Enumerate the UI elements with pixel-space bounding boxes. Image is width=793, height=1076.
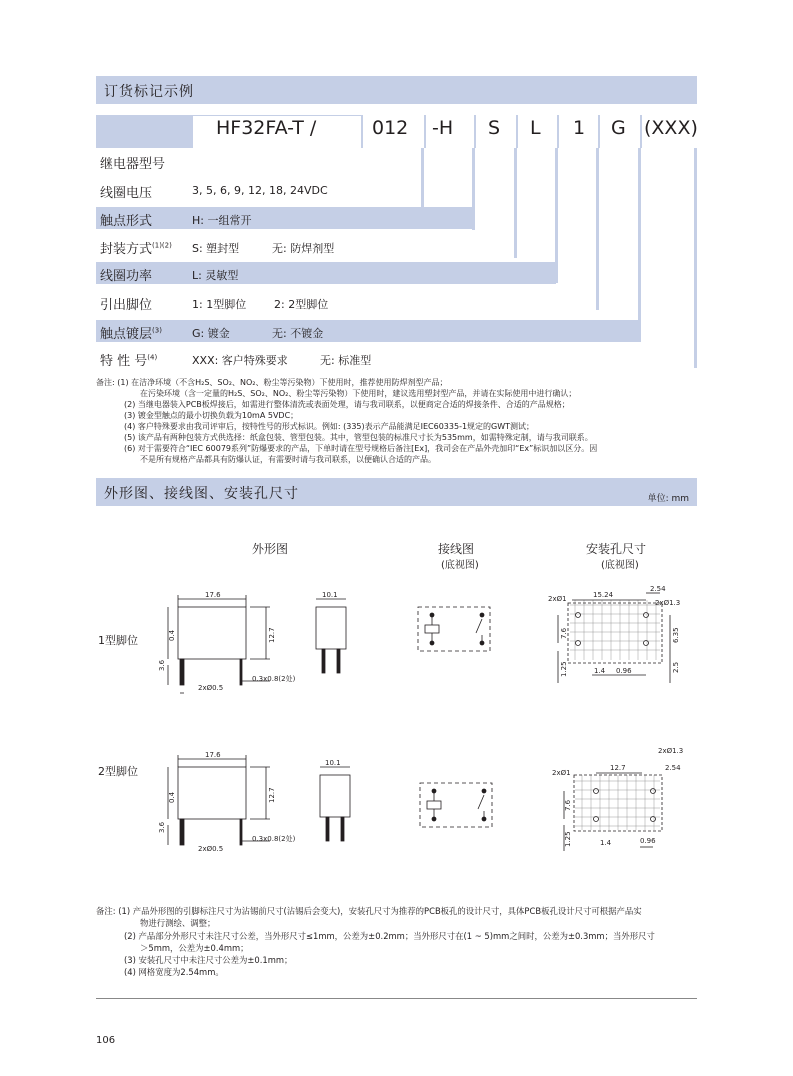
row-value: XXX: 客户特殊要求 xyxy=(192,354,288,367)
row-label xyxy=(100,238,172,257)
unit-label: 单位: mm xyxy=(647,494,689,504)
note-line: (2) 当继电器装入PCB板焊接后，如需进行整体清洗或表面处理，请与我司联系，以便商定合适的焊接条件、合适的产品规格； xyxy=(124,400,570,409)
dim-pin-1: 2xØ0.5 xyxy=(198,684,224,692)
code-pin: 1 xyxy=(573,117,586,139)
dim-pin-2: 2xØ0.5 xyxy=(198,845,224,853)
header-wiring-sub: (底视图) xyxy=(441,560,479,571)
section-header-ordering xyxy=(96,76,697,104)
code-contact: -H xyxy=(432,117,454,139)
row-plating xyxy=(96,320,641,342)
row-label xyxy=(100,350,157,369)
dim-04-1: 0.4 xyxy=(168,629,176,641)
note-line: 备注: (1) 产品外形图的引脚标注尺寸为沾锡前尺寸(沾锡后会变大)，安装孔尺寸为推荐的PCB板孔的设计尺寸，具体PCB板孔设计尺寸可根据产品实 xyxy=(96,906,642,916)
row-value-alt: 无: 标准型 xyxy=(320,354,372,367)
pin-type-2-label: 2型脚位 xyxy=(98,765,138,778)
header-mount: 安装孔尺寸 xyxy=(586,542,647,556)
row-label-text: 特 性 号 xyxy=(100,354,148,369)
dim-635: 6.35 xyxy=(672,627,680,643)
code-plating: G xyxy=(611,117,626,139)
dim-14-2: 1.4 xyxy=(600,839,612,847)
row-value: 1: 1型脚位 xyxy=(192,298,247,311)
dim-125-1: 1.25 xyxy=(560,661,568,677)
row-model xyxy=(96,150,193,172)
dim-36-2: 3.6 xyxy=(158,821,166,833)
code-model: HF32FA-T / xyxy=(216,117,317,139)
dim-096-2: 0.96 xyxy=(640,837,656,845)
code-special: (XXX) xyxy=(644,117,698,139)
code-sep xyxy=(516,115,518,148)
row-label: 线圈电压 xyxy=(100,186,153,201)
dimension-drawings xyxy=(150,585,710,885)
row-note-ref: (4) xyxy=(147,353,158,362)
note-line: (3) 安装孔尺寸中未注尺寸公差为±0.1mm； xyxy=(124,955,293,965)
row-value: H: 一组常开 xyxy=(192,214,252,227)
dim-width-1: 17.6 xyxy=(205,591,221,599)
connector-bar xyxy=(694,148,697,368)
code-sep xyxy=(640,115,642,148)
code-voltage: 012 xyxy=(372,117,409,139)
note-line: 不是所有规格产品都具有防爆认证，有需要时请与我司联系，以便确认合适的产品。 xyxy=(140,455,436,464)
note-line: (4) 客户特殊要求由我司评审后，按特性号的形式标识。例如: (335)表示产品能满足IEC60335-1规定的GWT测试； xyxy=(124,422,535,431)
dim-25: 2.5 xyxy=(672,661,680,673)
dim-096-1: 0.96 xyxy=(616,667,632,675)
section-title: 订货标记示例 xyxy=(104,84,194,100)
dim-pin2-2: 0.3x0.8(2处) xyxy=(252,835,296,843)
notes-dimensions xyxy=(96,906,697,986)
dim-height-1: 12.7 xyxy=(268,627,276,643)
dim-127: 12.7 xyxy=(610,764,626,772)
code-power: L xyxy=(530,117,541,139)
note-line: 备注: (1) 在洁净环境（不含H₂S、SO₂、NO₂、粉尘等污染物）下使用时，推荐使用防焊剂型产品； xyxy=(96,378,448,387)
notes-ordering xyxy=(96,377,697,477)
footer-divider xyxy=(96,998,697,999)
dim-depth-1: 10.1 xyxy=(322,591,338,599)
dim-254-1: 2.54 xyxy=(650,585,666,593)
row-package xyxy=(96,235,516,257)
row-contact xyxy=(96,207,474,229)
code-sep xyxy=(361,115,363,148)
row-label: 线圈功率 xyxy=(100,269,153,284)
code-package: S xyxy=(488,117,501,139)
connector-bar xyxy=(596,148,599,310)
note-line: (6) 对于需要符合“IEC 60079系列”防爆要求的产品，下单时请在型号规格后备注[Ex]，我司会在产品外壳加印“Ex”标识加以区分。因 xyxy=(124,444,598,453)
note-line: (5) 该产品有两种包装方式供选择：纸盒包装、管型包装。其中，管型包装的标准尺寸长为535mm，如需特殊定制，请与我司联系。 xyxy=(124,433,593,442)
row-value-alt: 2: 2型脚位 xyxy=(274,298,329,311)
dim-1524: 15.24 xyxy=(593,591,614,599)
row-value-alt: 无: 不镀金 xyxy=(272,327,324,340)
note-line: (2) 产品部分外形尺寸未注尺寸公差，当外形尺寸≤1mm，公差为±0.2mm；当外形尺寸在(1 ~ 5)mm之间时，公差为±0.3mm；当外形尺寸 xyxy=(124,931,655,941)
header-wiring: 接线图 xyxy=(438,542,475,556)
header-outline: 外形图 xyxy=(252,542,289,556)
row-label xyxy=(100,323,162,342)
dim-76-2: 7.6 xyxy=(564,799,572,811)
dim-depth-2: 10.1 xyxy=(325,759,341,767)
dim-height-2: 12.7 xyxy=(268,787,276,803)
page-number: 106 xyxy=(96,1035,116,1046)
row-value: 3, 5, 6, 9, 12, 18, 24VDC xyxy=(192,184,328,197)
row-voltage xyxy=(96,179,421,201)
dim-125-2: 1.25 xyxy=(564,831,572,847)
row-value: G: 镀金 xyxy=(192,327,230,340)
row-note-ref: (3) xyxy=(152,326,162,335)
pin-type-1-label: 1型脚位 xyxy=(98,634,138,647)
dim-hole13-2: 2xØ1.3 xyxy=(658,747,684,755)
section-header-dimensions xyxy=(96,478,697,506)
code-sep xyxy=(557,115,559,148)
row-label: 引出脚位 xyxy=(100,298,153,313)
note-line: (3) 镀金型触点的最小切换负载为10mA 5VDC； xyxy=(124,411,299,420)
code-sep xyxy=(474,115,476,148)
row-value: S: 塑封型 xyxy=(192,242,240,255)
dim-04-2: 0.4 xyxy=(168,791,176,803)
dim-76-1: 7.6 xyxy=(560,627,568,639)
section-title: 外形图、接线图、安装孔尺寸 xyxy=(104,486,299,502)
row-label: 触点形式 xyxy=(100,214,153,229)
connector-bar xyxy=(421,148,424,207)
note-line: 在污染环境（含一定量的H₂S、SO₂、NO₂、粉尘等污染物）下使用时，建议选用塑封型产品，并请在实际使用中进行确认； xyxy=(140,389,577,398)
code-box-left xyxy=(96,115,193,148)
dim-14-1: 1.4 xyxy=(594,667,606,675)
row-special xyxy=(96,347,697,369)
note-line: 物进行测绘、调整； xyxy=(140,918,216,928)
header-mount-sub: (底视图) xyxy=(601,560,639,571)
dim-width-2: 17.6 xyxy=(205,751,221,759)
connector-bar xyxy=(638,148,641,340)
row-note-ref: (1)(2) xyxy=(152,241,172,250)
dim-hole13-1: 2xØ1.3 xyxy=(655,599,681,607)
relay-outline-front-1 xyxy=(178,607,246,659)
dim-pin2-1: 0.3x0.8(2处) xyxy=(252,675,296,683)
code-sep xyxy=(424,115,426,148)
dim-36-1: 3.6 xyxy=(158,659,166,671)
dim-hole1-2: 2xØ1 xyxy=(552,769,571,777)
row-value-alt: 无: 防焊剂型 xyxy=(272,242,335,255)
row-pin xyxy=(96,291,598,313)
note-line: (4) 网格宽度为2.54mm。 xyxy=(124,967,224,977)
row-power xyxy=(96,262,556,284)
row-label: 继电器型号 xyxy=(100,157,166,172)
note-line: ＞5mm，公差为±0.4mm； xyxy=(140,943,249,953)
dim-254-2: 2.54 xyxy=(665,764,681,772)
row-value: L: 灵敏型 xyxy=(192,269,239,282)
code-sep xyxy=(598,115,600,148)
dim-hole1-1: 2xØ1 xyxy=(548,595,567,603)
row-label-text: 封装方式 xyxy=(100,242,153,257)
row-label-text: 触点镀层 xyxy=(100,327,153,342)
